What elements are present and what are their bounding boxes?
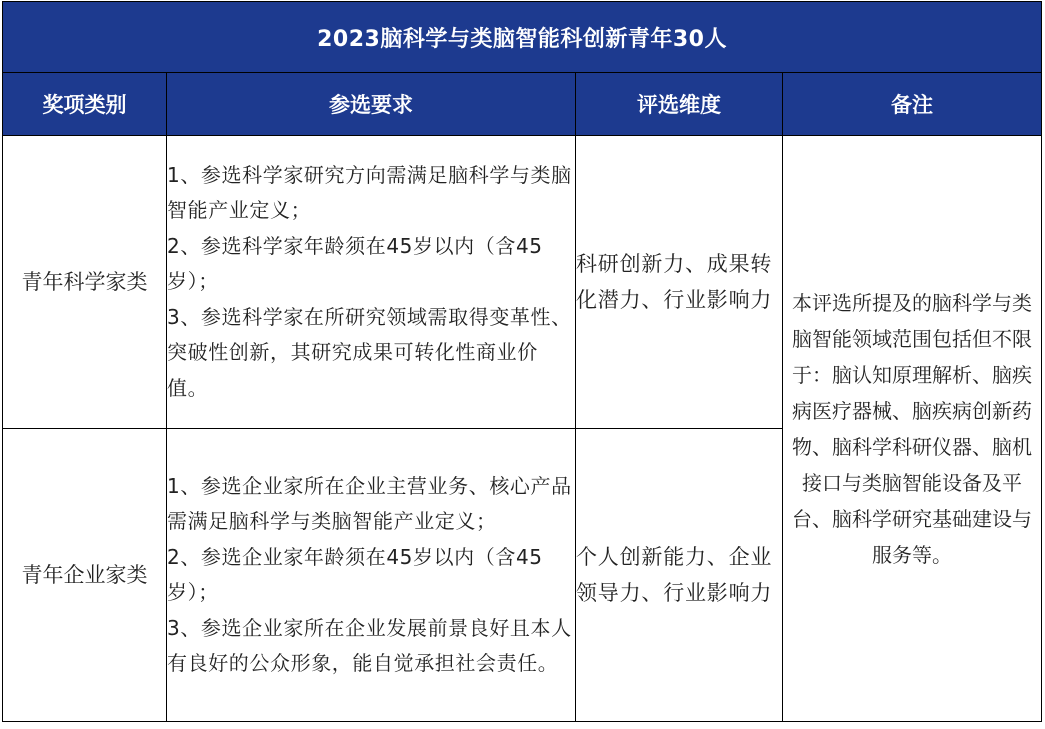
- notes-cell: 本评选所提及的脑科学与类脑智能领域范围包括但不限于：脑认知原理解析、脑疾病医疗器械、脑疾病创新药物、脑科学科研仪器、脑机接口与类脑智能设备及平台、脑科学研究基础建设与服务等。: [783, 136, 1042, 722]
- requirements-cell: [167, 429, 576, 722]
- header-requirements: 参选要求: [167, 73, 576, 136]
- requirement-item: 2、参选科学家年龄须在45岁以内（含45岁）；: [167, 233, 543, 294]
- category-cell: 青年企业家类: [3, 429, 167, 722]
- requirement-item: 1、参选科学家研究方向需满足脑科学与类脑智能产业定义；: [167, 162, 572, 223]
- requirement-item: 2、参选企业家年龄须在45岁以内（含45岁）；: [167, 544, 543, 604]
- requirement-item: 3、参选科学家在所研究领域需取得变革性、突破性创新，其研究成果可转化性商业价值。: [167, 304, 572, 400]
- requirement-item: 3、参选企业家所在企业发展前景良好且本人有良好的公众形象，能自觉承担社会责任。: [167, 615, 572, 675]
- category-cell: 青年科学家类: [3, 136, 167, 429]
- header-dimensions: 评选维度: [576, 73, 783, 136]
- table-row: [3, 136, 1042, 429]
- award-table: [2, 1, 1042, 722]
- header-notes: 备注: [783, 73, 1042, 136]
- requirements-cell: [167, 136, 576, 429]
- dimensions-cell: 个人创新能力、企业领导力、行业影响力: [576, 429, 783, 722]
- dimensions-cell: 科研创新力、成果转化潜力、行业影响力: [576, 136, 783, 429]
- requirement-item: 1、参选企业家所在企业主营业务、核心产品需满足脑科学与类脑智能产业定义；: [167, 473, 572, 533]
- table-title: 2023脑科学与类脑智能科创新青年30人: [3, 2, 1042, 73]
- header-category: 奖项类别: [3, 73, 167, 136]
